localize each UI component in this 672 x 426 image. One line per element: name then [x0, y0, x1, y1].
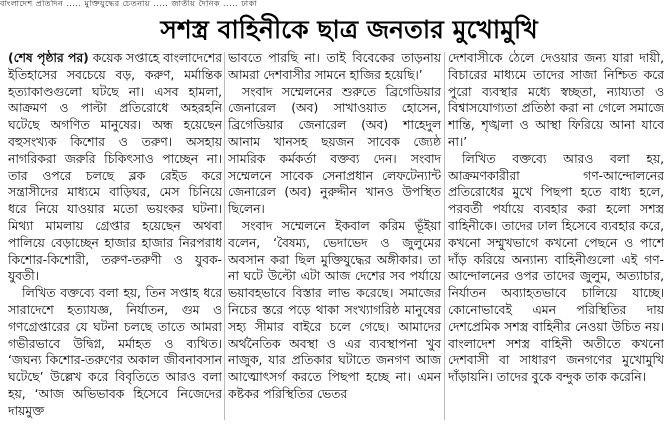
column-divider [444, 52, 445, 420]
headline-box [114, 12, 584, 48]
continued-from-label: (শেষ পৃষ্ঠার পর) [8, 51, 89, 65]
article-paragraph: সংবাদ সম্মেলনের শুরুতে ব্রিগেডিয়ার জেনারেল (অব) সাখাওয়াত হোসেন, ব্রিগেডিয়ার জেনারেল (অব) শাহেদুল আনাম খানসহ ছয়জন সাবেক জ্যেষ্ঠ সামরিক কর্মকর্তা বক্তব্য দেন। সংবাদ সম্মেলনে সাবেক সেনাপ্রধান লেফটেন্যান্ট জেনারেল (অব) নুরুদ্দীন খানও উপস্থিত ছিলেন। [228, 84, 441, 217]
page-header-strip: বাংলাদেশ প্রতিদিন ..... মুক্তিযুদ্ধের চেতনায় ..... জাতীয় দৈনিক ..... ঢাকা [0, 0, 258, 8]
article-column-3 [448, 50, 664, 422]
article-column-2 [228, 50, 441, 422]
article-paragraph: লিখিত বক্তব্যে আরও বলা হয়, আক্রমণকারীরা গণ-আন্দোলনের প্রতিরোধের মুখে পিছপা হতে বাধ্য হলে, পরবর্তী পর্যায়ে ব্যবহার করা হলো সশস্ত্র বাহিনীকে। তাদের ঢাল হিসেবে ব্যবহার করে, কখনো সম্মুখভাগে কখনো পেছনে ও পাশে দাঁড় করিয়ে অন্যান্য বাহিনীগুলো এই গণ-আন্দোলনের ওপর তাদের জুলুম, অত্যাচার, নির্যাতন অব্যাহতভাবে চালিয়ে যাচ্ছে। কোনোভাবেই এমন পরিস্থিতির দায় দেশপ্রেমিক সশস্ত্র বাহিনীর নেওয়া উচিত নয়। বাংলাদেশ সশস্ত্র বাহিনী অতীতে কখনো দেশবাসী বা সাধারণ জনগণের মুখোমুখি দাঁড়ায়নি। তাদের বুকে বন্দুক তাক করেনি। [448, 151, 664, 385]
column-divider [224, 52, 225, 420]
article-column-1 [8, 50, 222, 422]
paragraph-text: কয়েক সপ্তাহে বাংলাদেশের ইতিহাসের সবচেয়ে বড়, করুণ, মর্মান্তিক হত্যাকাণ্ডগুলো ঘটছে না। এসব হামলা, আক্রমণ ও পাল্টা প্রতিরোধে অহরহনি ঘটেছে অগণিত মানুষের। অন্ধ হয়েছেন বহুসংখ্যক কিশোর ও তরুণ। অসহায় নাগরিকরা জরুরি চিকিৎসাও পাচ্ছেন না। তার ওপরে চলছে ব্লক রেইড করে সন্ত্রাসীদের মাধ্যমে বাড়িঘর, মেস চিনিয়ে ধরে নিয়ে যাওয়ার মতো ভয়ংকর ঘটনা। মিথ্যা মামলায় গ্রেপ্তার হয়েছেন অথবা পালিয়ে বেড়াচ্ছেন হাজার হাজার নিরপরাধ কিশোর-কিশোরী, তরুণ-তরুণী ও যুবক-যুবতী। [8, 51, 222, 284]
article-paragraph: লিখিত বক্তব্যে বলা হয়, তিন সপ্তাহ ধরে সারাদেশে হত্যাযজ্ঞ, নির্যাতন, গুম ও গণগ্রেপ্তারের যে ঘটনা চলছে তাতে আমরা গভীরভাবে উদ্বিগ্ন, মর্মাহত ও ব্যথিত। ‘জঘন্য কিশোর-তরুণের অকাল জীবনাবসান ঘটেছে’ উল্লেখ করে বিবৃতিতে আরও বলা হয়, ‘আজ অভিভাবক হিসেবে নিজেদের দায়মুক্ত [8, 286, 222, 418]
article-paragraph [8, 50, 222, 285]
article-paragraph: দেশবাসীকে ঠেলে দেওয়ার জন্য যারা দায়ী, বিচারের মাধ্যমে তাদের সাজা নিশ্চিত করে পুরো ব্যবস্থার মধ্যে স্বচ্ছতা, ন্যায্যতা ও বিশ্বাসযোগ্যতা প্রতিষ্ঠা করা না গেলে সমাজে শান্তি, শৃঙ্খলা ও আস্থা ফিরিয়ে আনা যাবে না।’ [448, 51, 664, 149]
article-paragraph: ভাবতে পারছি না। তাই বিবেকের তাড়নায় আমরা দেশবাসীর সামনে হাজির হয়েছি।’ [228, 51, 441, 82]
headline: সশস্ত্র বাহিনীকে ছাত্র জনতার মুখোমুখি [160, 15, 538, 44]
article-paragraph: সংবাদ সম্মেলনে ইকবাল করিম ভূঁইয়া বলেন, ‘বৈষম্য, ভেদাভেদ ও জুলুমের অবসান করা ছিল মুক্তিযুদ্ধের অঙ্গীকার। তা না ঘটে উল্টো এটা আজ দেশের সব পর্যায়ে ভয়াবহভাবে বিস্তার লাভ করেছে। সমাজের নিচের স্তরে পড়ে থাকা সংখ্যাগরিষ্ঠ মানুষের সহ্য সীমার বাইরে চলে গেছে। আমাদের অর্থনৈতিক অবস্থা ও এর ব্যবস্থাপনা খুব নাজুক, যার প্রতিকার ঘটাতে জনগণ আজ আত্মোৎসর্গ করতে পিছপা হচ্ছে না। এমন কষ্টকর পরিস্থিতির ভেতর [228, 218, 441, 401]
